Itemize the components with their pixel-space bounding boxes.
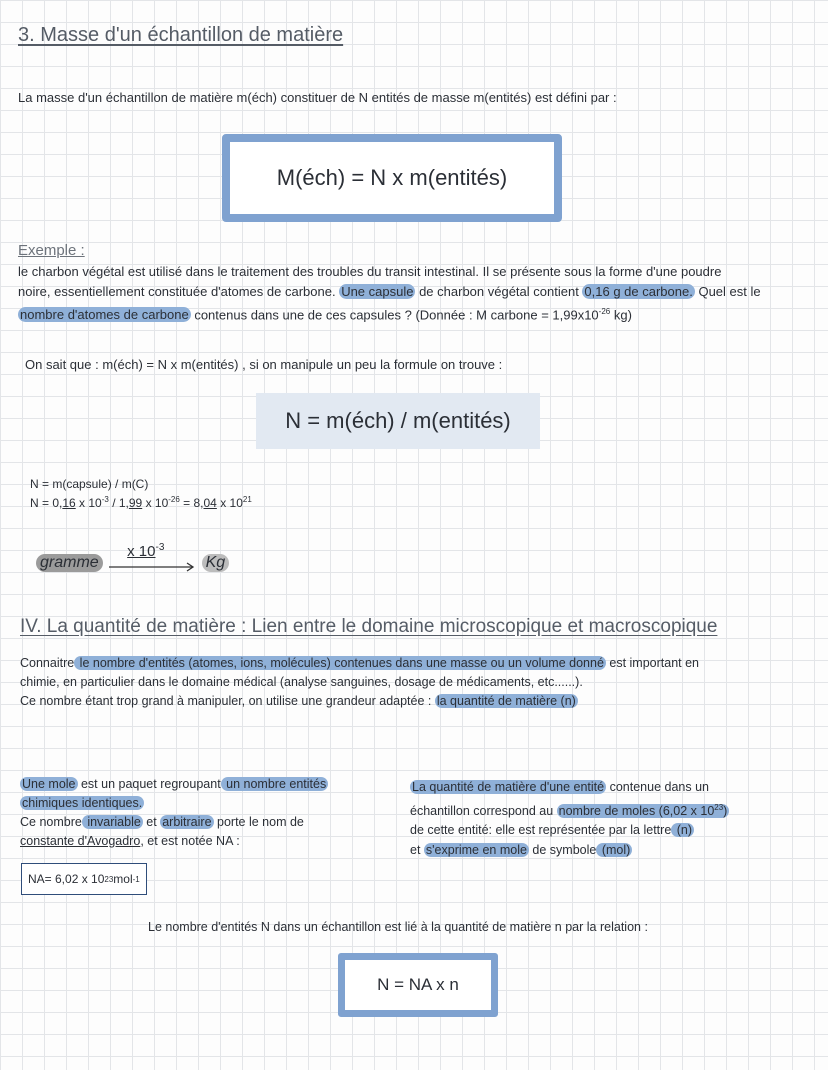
text-span: constante d'Avogadro <box>20 834 141 848</box>
mole-definition <box>20 775 380 851</box>
highlight-invariable: invariable <box>83 815 141 829</box>
text-span: Connaitre <box>20 656 75 670</box>
relation-intro: Le nombre d'entités N dans un échantillon est lié à la quantité de matière n par la relation : <box>148 920 648 934</box>
quantity-definition <box>410 778 810 860</box>
highlight-atom-count: nombre d'atomes de carbone <box>20 307 189 323</box>
avogadro-box <box>21 863 147 895</box>
highlight-capsule: Une capsule <box>341 284 414 299</box>
left-line-1 <box>20 775 380 794</box>
text-span: Ce nombre étant trop grand à manipuler, on utilise une grandeur adaptée : <box>20 694 435 708</box>
left-line-4 <box>20 832 380 851</box>
text-span: et <box>410 842 424 857</box>
text-span: / 1, <box>108 496 129 510</box>
section-4-line-3 <box>20 692 820 711</box>
text-span: x 10 <box>75 496 102 510</box>
formula-box-mass <box>222 134 562 222</box>
calc-line-1: N = m(capsule) / m(C) <box>30 477 149 491</box>
calc-line-2 <box>30 492 252 511</box>
formula-mass: M(éch) = N x m(entités) <box>276 165 508 190</box>
exponent: 21 <box>242 495 252 504</box>
text-span: nombre de moles (6,02 x 10 <box>558 803 715 818</box>
text-span: porte le nom de <box>213 815 304 829</box>
highlight-n: (n) <box>673 823 693 838</box>
highlight-mass: 0,16 g de carbone. <box>584 284 693 299</box>
example-line-2 <box>18 282 818 302</box>
text-span: noire, essentiellement constituée d'atomes de carbone. <box>18 284 340 299</box>
left-line-2 <box>20 794 380 813</box>
text-span: kg) <box>610 307 632 323</box>
exponent: -1 <box>132 874 140 884</box>
right-line-3 <box>410 821 810 841</box>
highlight-arbitrary: arbitraire <box>162 815 212 829</box>
text-span: 04 <box>203 496 217 510</box>
exponent: -26 <box>598 307 611 316</box>
exponent: -26 <box>168 495 180 504</box>
right-line-1 <box>410 778 810 798</box>
text-span: mol <box>113 872 133 886</box>
exponent: 23 <box>104 874 114 884</box>
highlight-mol: (mol) <box>598 842 631 857</box>
arrow-right-icon <box>107 554 197 576</box>
section-3-title: 3. Masse d'un échantillon de matière <box>18 24 344 46</box>
highlight-number: un nombre entités <box>222 777 327 791</box>
section-4-title: IV. La quantité de matière : Lien entre le domaine microscopique et macroscopique <box>20 616 718 637</box>
text-span: est un paquet regroupant <box>77 777 221 791</box>
formula-n: N = m(éch) / m(entités) <box>285 408 511 433</box>
example-text <box>18 262 818 325</box>
example-line-1: le charbon végétal est utilisé dans le traitement des troubles du transit intestinal. Il se présente sous la forme d'une poudre <box>18 264 722 279</box>
left-line-3 <box>20 813 380 832</box>
highlight-identical: chimiques identiques. <box>22 796 143 810</box>
formula-relation: N = NA x n <box>377 975 459 994</box>
highlight-mole-unit: s'exprime en mole <box>425 842 527 857</box>
exponent: 23 <box>714 802 724 812</box>
conv-to: Kg <box>202 554 230 572</box>
example-label: Exemple : <box>18 242 85 259</box>
calculation <box>30 476 252 511</box>
right-line-2 <box>410 798 810 822</box>
exponent: -3 <box>155 542 165 553</box>
text-span: contenue dans un <box>606 780 709 794</box>
text-span: = 8, <box>179 496 204 510</box>
text-span: échantillon correspond au <box>410 803 557 818</box>
text-span: N = 0, <box>30 496 63 510</box>
formula-box-relation <box>338 953 498 1017</box>
text-span: de cette entité: elle est représentée par la lettre <box>410 823 672 838</box>
text-span: 16 <box>62 496 76 510</box>
highlight-moles <box>557 804 730 818</box>
text-span: , et est notée NA : <box>140 834 240 848</box>
right-line-4 <box>410 841 810 861</box>
text-span: x 10 <box>127 543 156 560</box>
text-span: de symbole <box>528 842 597 857</box>
highlight-mole: Une mole <box>22 777 76 791</box>
derivation-intro: On sait que : m(éch) = N x m(entités) , si on manipule un peu la formule on trouve : <box>25 357 503 372</box>
text-span: x 10 <box>216 496 243 510</box>
text-span: x 10 <box>142 496 169 510</box>
highlight-quantity: la quantité de matière (n) <box>436 694 576 708</box>
unit-conversion <box>36 542 229 576</box>
text-span: Ce nombre <box>20 815 82 829</box>
formula-box-n <box>256 393 540 449</box>
conv-arrow <box>107 542 197 576</box>
text-span: contenus dans une de ces capsules ? (Donnée : M carbone = 1,99x10 <box>190 307 599 323</box>
section-3-intro: La masse d'un échantillon de matière m(éch) constituer de N entités de masse m(entités) est défini par : <box>18 90 617 105</box>
section-4-line-2: chimie, en particulier dans le domaine médical (analyse sanguines, dosage de médicaments, etc......). <box>20 675 583 689</box>
text-span: est important en <box>605 656 700 670</box>
text-span: ) <box>723 803 728 818</box>
conv-from: gramme <box>36 554 103 572</box>
exponent: -3 <box>101 495 109 504</box>
section-4-line-1 <box>20 654 820 673</box>
highlight-quantity-entity: La quantité de matière d'une entité <box>412 780 605 794</box>
text-span: 99 <box>128 496 143 510</box>
example-line-3 <box>18 302 818 325</box>
text-span: de charbon végétal contient <box>415 284 583 299</box>
text-span: Quel est le <box>694 284 761 299</box>
text-span: NA= 6,02 x 10 <box>28 872 105 886</box>
text-span: et <box>142 815 161 829</box>
section-4-text <box>20 654 820 711</box>
highlight-entities: le nombre d'entités (atomes, ions, molécules) contenues dans une masse ou un volume donné <box>76 656 604 670</box>
